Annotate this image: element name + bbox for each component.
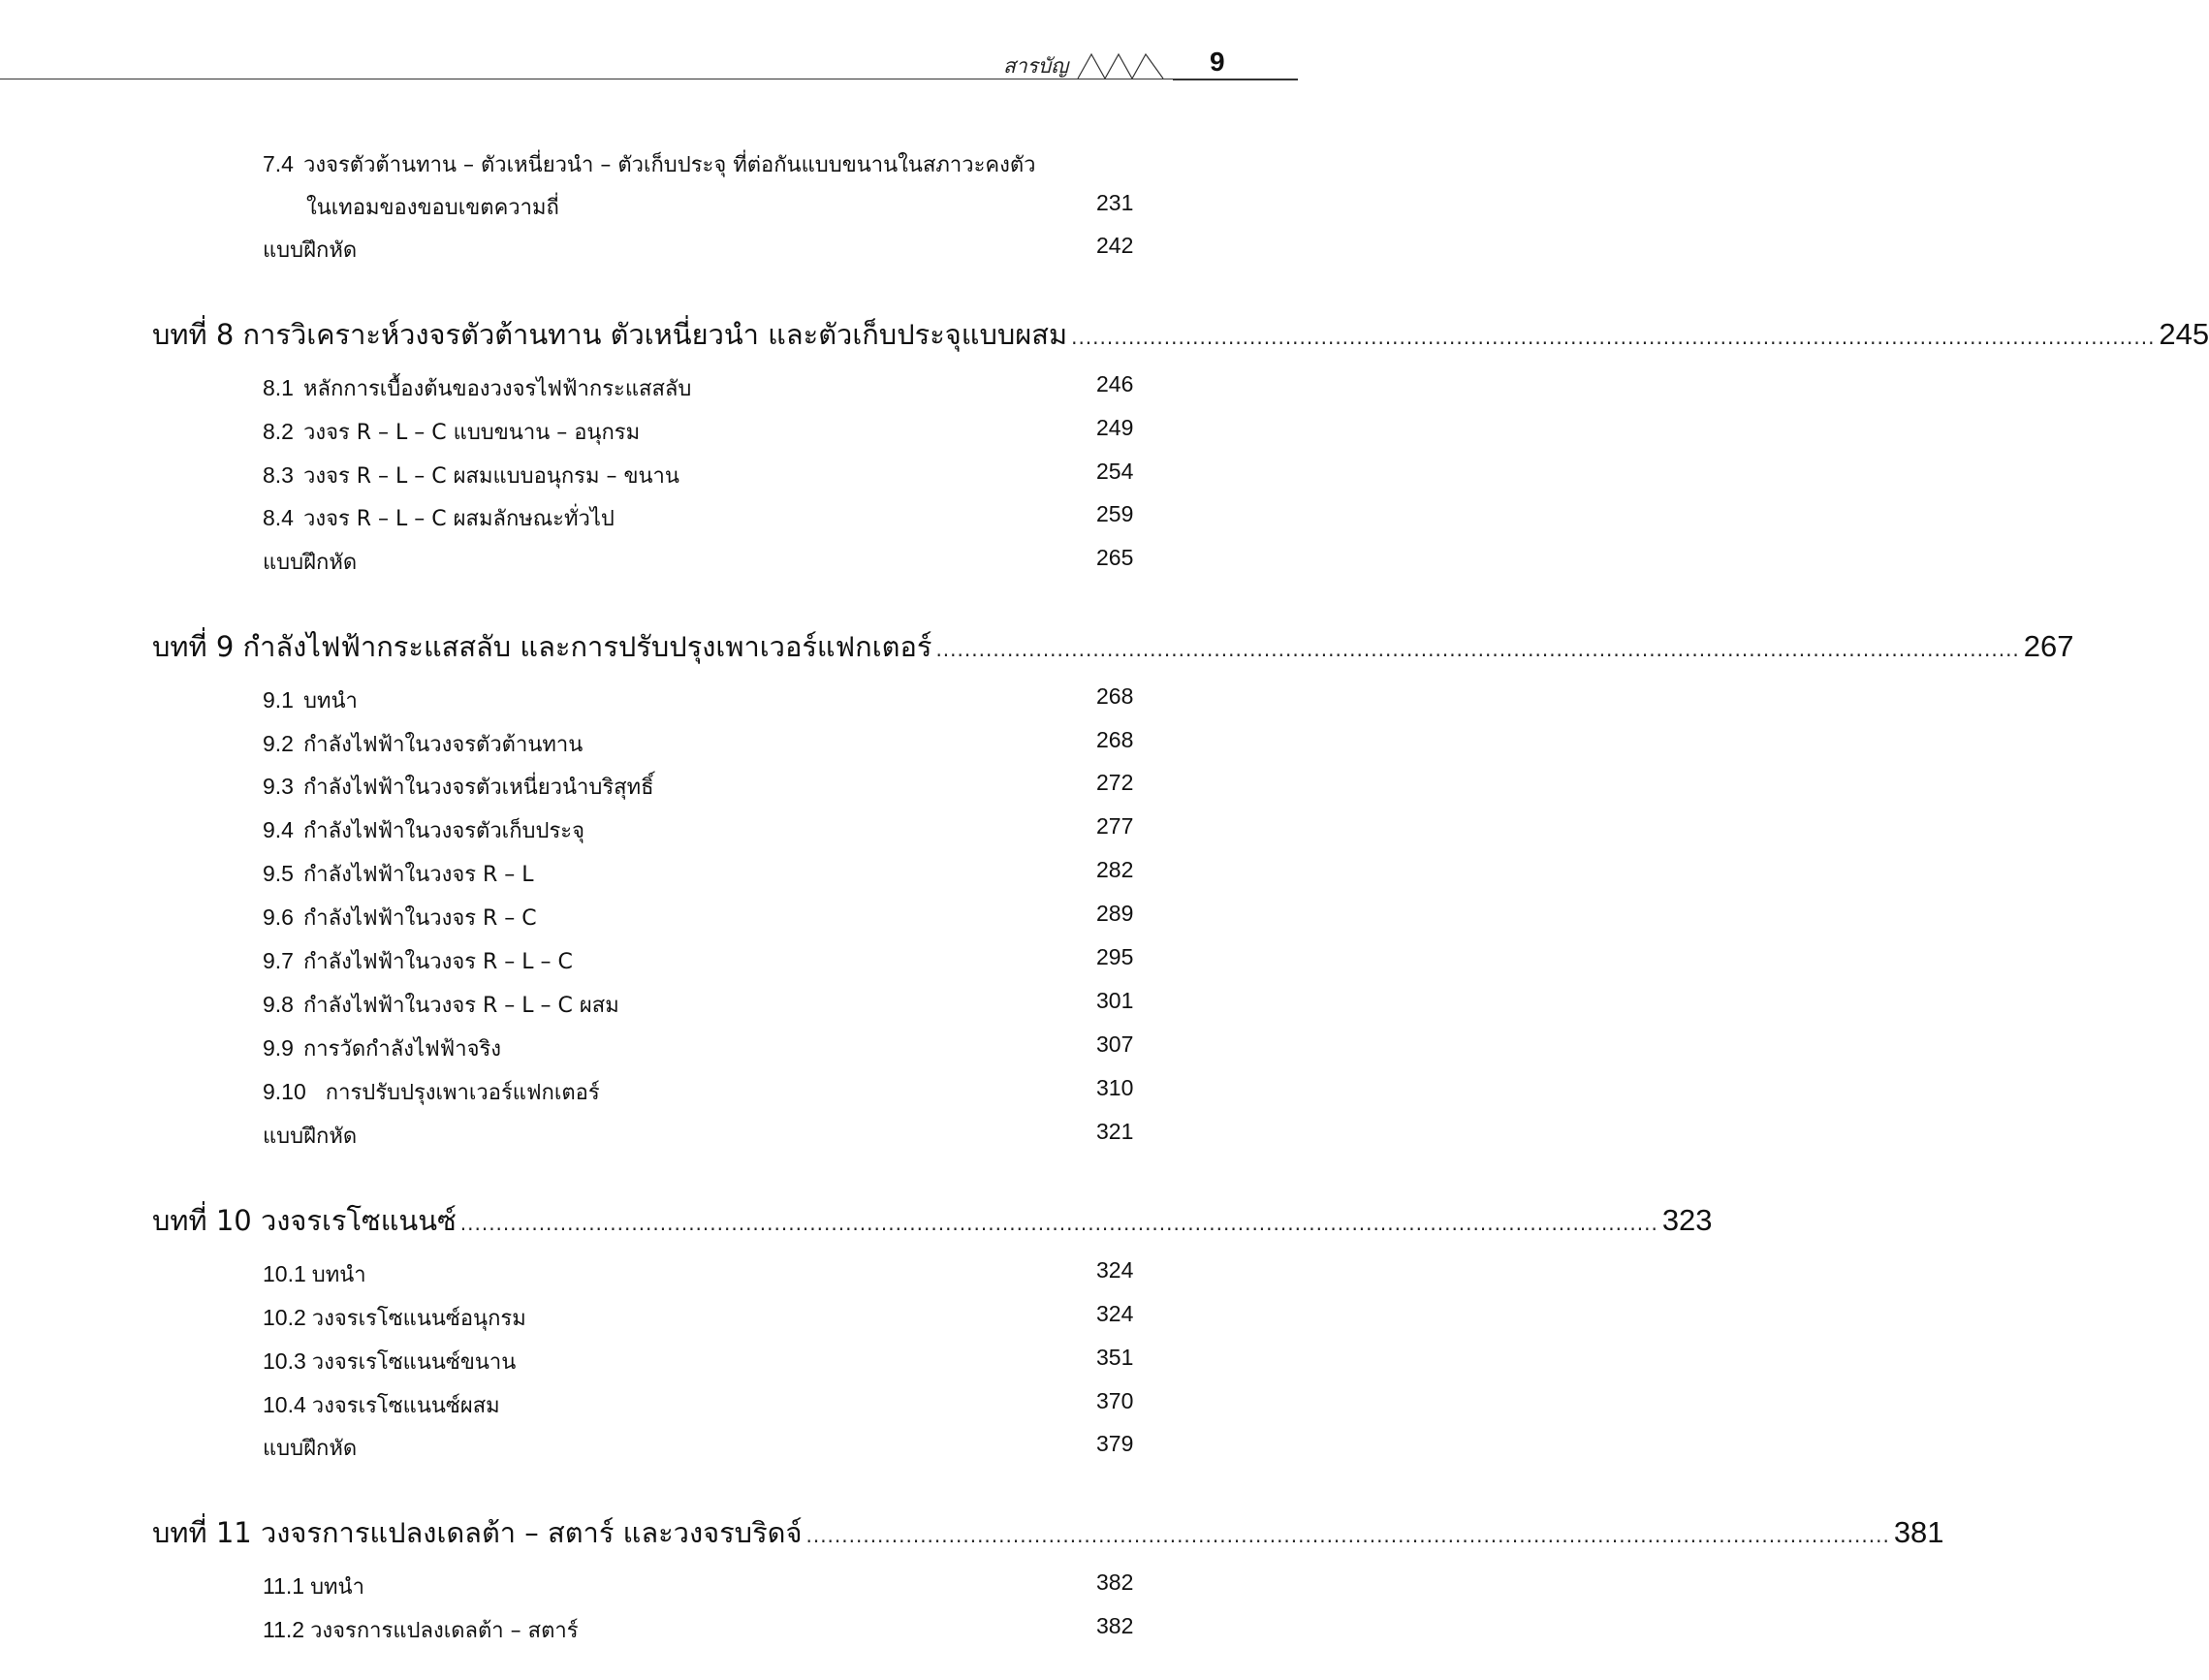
header-page-rule bbox=[1173, 79, 1298, 80]
toc-entry-9-2[interactable] bbox=[263, 727, 1135, 758]
entry-number: 8.2 bbox=[263, 419, 294, 444]
entry-title: กำลังไฟฟ้าในวงจร R – L – C bbox=[302, 950, 573, 974]
entry-page: 301 bbox=[1096, 988, 1134, 1013]
entry-number: 11.1 bbox=[263, 1573, 305, 1599]
entry-page: 254 bbox=[1096, 459, 1134, 484]
entry-title: แบบฝึกหัด bbox=[263, 1125, 358, 1149]
zigzag-ornament-icon bbox=[1078, 50, 1165, 79]
dot-leader: ........................................................................................................................................................................ bbox=[459, 1212, 1658, 1235]
entry-title: บทนำ bbox=[302, 689, 358, 713]
entry-number: 9.4 bbox=[263, 817, 294, 842]
entry-page: 268 bbox=[1096, 727, 1134, 752]
entry-number: 7.4 bbox=[263, 151, 294, 176]
toc-entry-11-1[interactable] bbox=[263, 1569, 1135, 1601]
entry-page: 321 bbox=[1096, 1119, 1134, 1144]
chapter-title: บทที่ 9 กำลังไฟฟ้ากระแสสลับ และการปรับปรุงเพาเวอร์แฟกเตอร์ bbox=[152, 630, 932, 663]
entry-title: การวัดกำลังไฟฟ้าจริง bbox=[302, 1037, 502, 1062]
entry-page: 246 bbox=[1096, 371, 1134, 396]
entry-title: การปรับปรุงเพาเวอร์แฟกเตอร์ bbox=[325, 1081, 600, 1105]
toc-entry-10-2[interactable] bbox=[263, 1301, 1135, 1332]
entry-title: วงจรตัวต้านทาน – ตัวเหนี่ยวนำ – ตัวเก็บประจุ ที่ต่อกันแบบขนานในสภาวะคงตัว bbox=[302, 153, 1036, 177]
entry-page: 324 bbox=[1096, 1301, 1134, 1326]
entry-title: ในเทอมของขอบเขตความถี่ bbox=[306, 196, 559, 220]
entry-page: 259 bbox=[1096, 501, 1134, 526]
entry-number: 9.9 bbox=[263, 1035, 294, 1061]
toc-entry-10-1[interactable] bbox=[263, 1257, 1135, 1288]
entry-title: กำลังไฟฟ้าในวงจร R – L – C ผสม bbox=[302, 994, 619, 1018]
entry-number: 8.1 bbox=[263, 375, 294, 400]
toc-entry-exercise-10[interactable] bbox=[263, 1431, 1135, 1462]
entry-page: 277 bbox=[1096, 813, 1134, 839]
entry-page: 307 bbox=[1096, 1031, 1134, 1057]
entry-title: กำลังไฟฟ้าในวงจรตัวต้านทาน bbox=[302, 733, 584, 757]
toc-entry-9-8[interactable] bbox=[263, 988, 1135, 1019]
entry-number: 9.5 bbox=[263, 861, 294, 886]
entry-page: 370 bbox=[1096, 1388, 1134, 1413]
toc-entry-8-3[interactable] bbox=[263, 459, 1135, 490]
entry-number: 11.2 bbox=[263, 1617, 305, 1642]
entry-number: 9.3 bbox=[263, 774, 294, 799]
chapter-page: 245 bbox=[2159, 317, 2209, 351]
entry-page: 242 bbox=[1096, 233, 1134, 258]
toc-chapter-9[interactable] bbox=[152, 624, 2074, 663]
entry-number: 10.3 bbox=[263, 1348, 306, 1374]
entry-title: กำลังไฟฟ้าในวงจรตัวเก็บประจุ bbox=[302, 819, 584, 843]
toc-entry-10-3[interactable] bbox=[263, 1345, 1135, 1376]
entry-number: 10.1 bbox=[263, 1261, 306, 1286]
entry-title: แบบฝึกหัด bbox=[263, 238, 358, 263]
entry-page: 379 bbox=[1096, 1431, 1134, 1456]
entry-page: 351 bbox=[1096, 1345, 1134, 1370]
entry-title: บทนำ bbox=[311, 1263, 366, 1287]
toc-chapter-8[interactable] bbox=[152, 312, 2209, 351]
entry-number: 10.4 bbox=[263, 1392, 306, 1417]
toc-entry-7-4-continued[interactable] bbox=[263, 190, 1135, 221]
page-header bbox=[0, 0, 1298, 87]
entry-number: 9.2 bbox=[263, 731, 294, 756]
entry-title: วงจรเรโซแนนซ์ขนาน bbox=[311, 1350, 517, 1375]
chapter-page: 323 bbox=[1661, 1203, 1713, 1237]
entry-title: วงจร R – L – C ผสมแบบอนุกรม – ขนาน bbox=[302, 464, 679, 489]
header-page-number: 9 bbox=[1210, 47, 1225, 77]
entry-title: แบบฝึกหัด bbox=[263, 551, 358, 575]
chapter-title: บทที่ 11 วงจรการแปลงเดลต้า – สตาร์ และวงจรบริดจ์ bbox=[152, 1516, 803, 1549]
entry-title: วงจรเรโซแนนซ์ผสม bbox=[311, 1394, 500, 1418]
dot-leader: ........................................................................................................................................................ bbox=[935, 638, 2020, 661]
entry-page: 382 bbox=[1096, 1613, 1134, 1638]
entry-page: 295 bbox=[1096, 944, 1134, 969]
entry-title: กำลังไฟฟ้าในวงจร R – L bbox=[302, 863, 534, 887]
entry-page: 272 bbox=[1096, 770, 1134, 795]
entry-number: 8.3 bbox=[263, 462, 294, 488]
toc-entry-9-5[interactable] bbox=[263, 857, 1135, 888]
toc-entry-8-4[interactable] bbox=[263, 501, 1135, 532]
entry-title: กำลังไฟฟ้าในวงจร R – C bbox=[302, 906, 537, 931]
toc-entry-9-1[interactable] bbox=[263, 683, 1135, 714]
header-title: สารบัญ bbox=[1003, 54, 1069, 78]
chapter-page: 267 bbox=[2023, 629, 2074, 663]
entry-title: วงจรการแปลงเดลต้า – สตาร์ bbox=[310, 1619, 579, 1643]
toc-entry-9-3[interactable] bbox=[263, 770, 1135, 801]
toc-chapter-10[interactable] bbox=[152, 1198, 1713, 1237]
entry-number: 9.1 bbox=[263, 687, 294, 713]
entry-page: 265 bbox=[1096, 545, 1134, 570]
entry-page: 249 bbox=[1096, 415, 1134, 440]
dot-leader: ........................................................................................................................................................ bbox=[805, 1524, 1890, 1547]
toc-entry-8-1[interactable] bbox=[263, 371, 1135, 402]
toc-entry-9-4[interactable] bbox=[263, 813, 1135, 844]
toc-entry-exercise-8[interactable] bbox=[263, 545, 1135, 576]
entry-page: 282 bbox=[1096, 857, 1134, 882]
toc-chapter-11[interactable] bbox=[152, 1510, 1944, 1549]
toc-entry-7-4[interactable] bbox=[263, 147, 1135, 178]
toc-entry-9-10[interactable] bbox=[263, 1075, 1135, 1106]
chapter-title: บทที่ 10 วงจรเรโซแนนซ์ bbox=[152, 1204, 457, 1237]
entry-title: กำลังไฟฟ้าในวงจรตัวเหนี่ยวนำบริสุทธิ์ bbox=[302, 776, 654, 800]
entry-number: 9.10 bbox=[263, 1079, 306, 1104]
entry-number: 10.2 bbox=[263, 1305, 306, 1330]
entry-page: 231 bbox=[1096, 190, 1134, 215]
entry-number: 9.7 bbox=[263, 948, 294, 973]
toc-entry-9-7[interactable] bbox=[263, 944, 1135, 975]
toc-entry-9-9[interactable] bbox=[263, 1031, 1135, 1062]
toc-entry-9-6[interactable] bbox=[263, 901, 1135, 932]
entry-title: วงจรเรโซแนนซ์อนุกรม bbox=[311, 1307, 526, 1331]
dot-leader: ........................................................................................................................................................ bbox=[1071, 326, 2156, 349]
entry-title: วงจร R – L – C แบบขนาน – อนุกรม bbox=[302, 421, 641, 445]
entry-number: 9.6 bbox=[263, 904, 294, 930]
toc-entry-exercise-9[interactable] bbox=[263, 1119, 1135, 1150]
entry-page: 324 bbox=[1096, 1257, 1134, 1283]
entry-page: 310 bbox=[1096, 1075, 1134, 1100]
entry-title: แบบฝึกหัด bbox=[263, 1437, 358, 1461]
chapter-page: 381 bbox=[1893, 1515, 1944, 1549]
chapter-title: บทที่ 8 การวิเคราะห์วงจรตัวต้านทาน ตัวเหนี่ยวนำ และตัวเก็บประจุแบบผสม bbox=[152, 318, 1068, 351]
toc-entry-10-4[interactable] bbox=[263, 1388, 1135, 1419]
toc-entry-exercise-7[interactable] bbox=[263, 233, 1135, 264]
entry-number: 8.4 bbox=[263, 505, 294, 530]
entry-title: วงจร R – L – C ผสมลักษณะทั่วไป bbox=[302, 507, 615, 531]
toc-entry-8-2[interactable] bbox=[263, 415, 1135, 446]
entry-page: 289 bbox=[1096, 901, 1134, 926]
toc-entry-11-2[interactable] bbox=[263, 1613, 1135, 1644]
entry-page: 268 bbox=[1096, 683, 1134, 709]
entry-page: 382 bbox=[1096, 1569, 1134, 1595]
entry-title: หลักการเบื้องต้นของวงจรไฟฟ้ากระแสสลับ bbox=[302, 377, 692, 401]
entry-title: บทนำ bbox=[310, 1575, 364, 1600]
entry-number: 9.8 bbox=[263, 992, 294, 1017]
